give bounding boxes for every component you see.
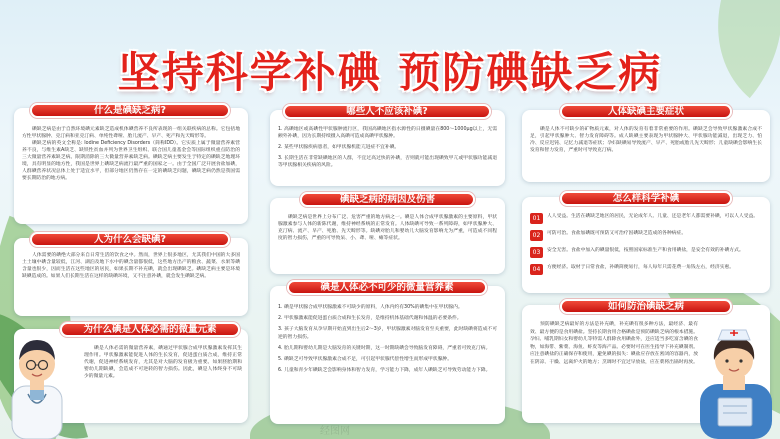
essential-item: 4. 胎儿期和婴幼儿期是大脑发育的关键时期，这一时期缺碘会导致脑发育障碍，严重者可致克汀病。 xyxy=(278,346,491,351)
how-to-item xyxy=(530,213,762,224)
symptoms-paragraph: 碘是人体不可缺少的矿物质元素，对人体的发育有着非常重要的作用。碘缺乏会导致甲状腺激素合成不足，引起甲状腺肿大、智力发育障碍等。成人缺碘主要表现为甲状腺肿大、甲状腺功能减退，出现乏力、怕冷、反应迟钝、记忆力减退等症状；孕妇缺碘易导致流产、早产、死胎或胎儿先天畸形；儿童缺碘会影响生长发育和智力发育，严重时可导致克汀病。 xyxy=(530,127,762,153)
what-is-paragraph: 碘缺乏病是由于自然环境碘元素缺乏造成机体碘营养不良所表现的一组关联疾病的总称。它包括地方性甲状腺肿、克汀病和亚克汀病、单纯性聋哑、胎儿流产、早产、死产和先天畸形等。 xyxy=(22,127,240,139)
essential-item: 5. 碘缺乏可导致甲状腺激素合成不足，可引起甲状腺代偿性增生而形成甲状腺肿。 xyxy=(278,357,452,362)
heading-harm: 碘缺乏病的病因及伤害 xyxy=(300,192,475,207)
symptoms-text xyxy=(530,126,762,154)
essential-item: 2. 甲状腺激素能促进蛋白质合成和生长发育，是维持机体基础代谢和体温的必要条件。 xyxy=(278,316,462,321)
panel-how-to xyxy=(522,197,770,293)
how-to-item xyxy=(530,247,762,258)
unsuitable-item: 1. 高碘地区或高碘性甲状腺肿流行区，我国高碘地区指水源性的日摄碘量在800～1000μg以上，无需额外补碘，因为长期持续摄入高碘可造成高碘甲状腺肿。 xyxy=(278,127,497,139)
panel-essential xyxy=(270,286,505,424)
essential-text xyxy=(278,304,497,375)
nurse-illustration-right xyxy=(690,318,780,439)
heading-unsuitable: 哪些人不应该补碘? xyxy=(283,104,491,119)
heading-why-need: 人为什么会缺碘? xyxy=(30,232,230,247)
how-to-item xyxy=(530,230,762,241)
panel-why-need xyxy=(14,238,248,316)
essential-item: 3. 孩子大脑发育从孕早期开始直到出生后2～3岁，甲状腺激素对脑发育至关重要，此时缺碘将造成不可逆的智力损伤。 xyxy=(278,327,497,340)
prevent-paragraph: 预防碘缺乏病最好的方法是补充碘，补充碘有很多种方法，最经济、最有效、最方便的是食用碘盐。坚持长期食用合格碘盐是预防碘缺乏病的根本措施。孕妇、哺乳期妇女和婴幼儿等特需人群除食用碘盐外，还应适当多吃富含碘的食物，如海带、紫菜、海鱼、虾皮等海产品。必要时可在医生指导下补充碘制剂。应注意碘盐的正确保存和使用，避免碘的损失：碘盐应存放在密闭的容器内，放在阴凉、干燥、远离炉火的地方；烹调时不宜过早放盐，应在菜将出锅时再放。 xyxy=(530,322,698,365)
how-to-item xyxy=(530,264,762,275)
unsuitable-item: 2. 某些甲状腺疾病患者，如甲状腺机能亢进症不宜补碘。 xyxy=(278,145,400,150)
panel-unsuitable xyxy=(270,110,505,186)
unsuitable-text xyxy=(278,126,497,169)
poster-title: 坚持科学补碘 预防碘缺乏病 xyxy=(117,48,663,97)
how-to-text: 方便经济。取材于日常食盐，补碘简便易行，每人每年只需花费一角钱左右，经济实惠。 xyxy=(547,265,735,270)
heading-trace-element: 为什么碘是人体必需的微量元素 xyxy=(60,322,240,337)
heading-essential: 碘是人体必不可少的微量营养素 xyxy=(287,280,487,295)
panel-symptoms xyxy=(522,110,770,182)
how-to-text: 人人受益。生活在碘缺乏地区的居民，无论成年人、儿童、还是老年人都需要补碘，可以人人受益。 xyxy=(547,214,759,219)
essential-item: 1. 碘是甲状腺合成甲状腺激素不可缺少的原料，人体内约有30%的碘集中在甲状腺内。 xyxy=(278,305,463,310)
how-to-number: 03 xyxy=(530,247,543,258)
heading-how-to: 怎么样科学补碘 xyxy=(560,191,732,206)
heading-what-is: 什么是碘缺乏病? xyxy=(30,103,230,118)
what-is-text xyxy=(22,126,240,182)
trace-element-text xyxy=(84,345,242,380)
how-to-text: 可防可治。食盐加碘既可预防又可治疗因碘缺乏造成的各种病症。 xyxy=(547,231,687,236)
why-need-text xyxy=(22,252,240,280)
how-to-list xyxy=(530,213,762,281)
heading-prevent: 如何防治碘缺乏病 xyxy=(560,299,732,314)
watermark: 经图网 xyxy=(320,426,350,437)
heading-symptoms: 人体缺碘主要症状 xyxy=(560,104,732,119)
trace-element-paragraph: 碘是人体必需的微量营养素，碘通过甲状腺合成甲状腺激素发挥其生理作用。甲状腺激素能促进人体的生长发育，促进蛋白质合成，维持正常代谢，促进神经系统发育，尤其是对大脑的发育极为重要。如果胚胎期和婴幼儿期缺碘，会造成不可逆转的智力损伤。因此，碘是人体终身不可缺少的微量元素。 xyxy=(84,346,242,379)
how-to-number: 01 xyxy=(530,213,543,224)
harm-text xyxy=(278,214,497,242)
how-to-number: 02 xyxy=(530,230,543,241)
prevent-text xyxy=(530,321,698,366)
how-to-text: 安全无害。食盐中加入的碘量很低，按照国家标准生产和食用碘盐，是安全有效的补碘方式。 xyxy=(547,248,744,253)
panel-what-is xyxy=(14,108,248,224)
unsuitable-item: 3. 长期生活在非常缺碘地区的人群，不宜过高过快的补碘，否则就可能出现碘致甲亢或甲状腺功能减退等甲状腺相关疾病的风险。 xyxy=(278,156,497,168)
why-need-paragraph: 人体需要的碘绝大部分来自日常生活的饮食之中。然而，世界上很多地区，尤其我们中国的大多国土土壤中碘含量较低，江河、湖泊及地下水中的碘含量都很低，这些地方出产的粮食、蔬菜、水果等碘含量也很少，因而生活在这些地区的居民，如果长期不补充碘，就会出现碘缺乏。碘缺乏病主要是环境缺碘造成的。如果人们长期生活在这样的缺碘环境，又不注意补碘，就会发生碘缺乏病。 xyxy=(22,253,240,279)
essential-item: 6. 儿童和青少年碘缺乏会影响身体和智力发育，学习能力下降，成年人碘缺乏可导致劳动能力下降。 xyxy=(278,368,491,373)
what-is-paragraph: 碘缺乏病的英文全称是: Iodine Deficiency Disorders（简称IDD）。它实质上属于微量营养素营养不良，与维生素A缺乏、缺铁性贫血并列为世界卫生组织、联合国儿童基金会等国际组织重点防治的三大微量营养素缺乏病。限期消除的三大微量营养素缺乏病。碘缺乏病主要发生于特定的碘缺乏地理环境，具有明显的地方性，我国是世界上碘缺乏病流行最严重的国家之一。由于全国广泛开展食盐加碘，人群碘营养状况总体上处于适宜水平，但部分地区仍然存在一定的碘缺乏问题，碘缺乏病仍然是我国需要长期防治的地方病。 xyxy=(22,141,240,181)
how-to-number: 04 xyxy=(530,264,543,275)
panel-harm xyxy=(270,198,505,274)
harm-paragraph: 碘缺乏病是世界上分布广泛、危害严重的地方病之一。碘是人体合成甲状腺激素的主要原料，甲状腺激素参与人体的新陈代谢，维持神经系统的正常发育。人体缺碘可导致一系列障碍，如甲状腺肿大、克汀病、流产、早产、死胎、先天畸形等。缺碘对胎儿和婴幼儿大脑发育影响尤为严重，可造成不同程度的智力损伤，严重的可导致呆、小、聋、哑、瘫等症状。 xyxy=(278,215,497,241)
doctor-illustration-left xyxy=(6,328,68,439)
